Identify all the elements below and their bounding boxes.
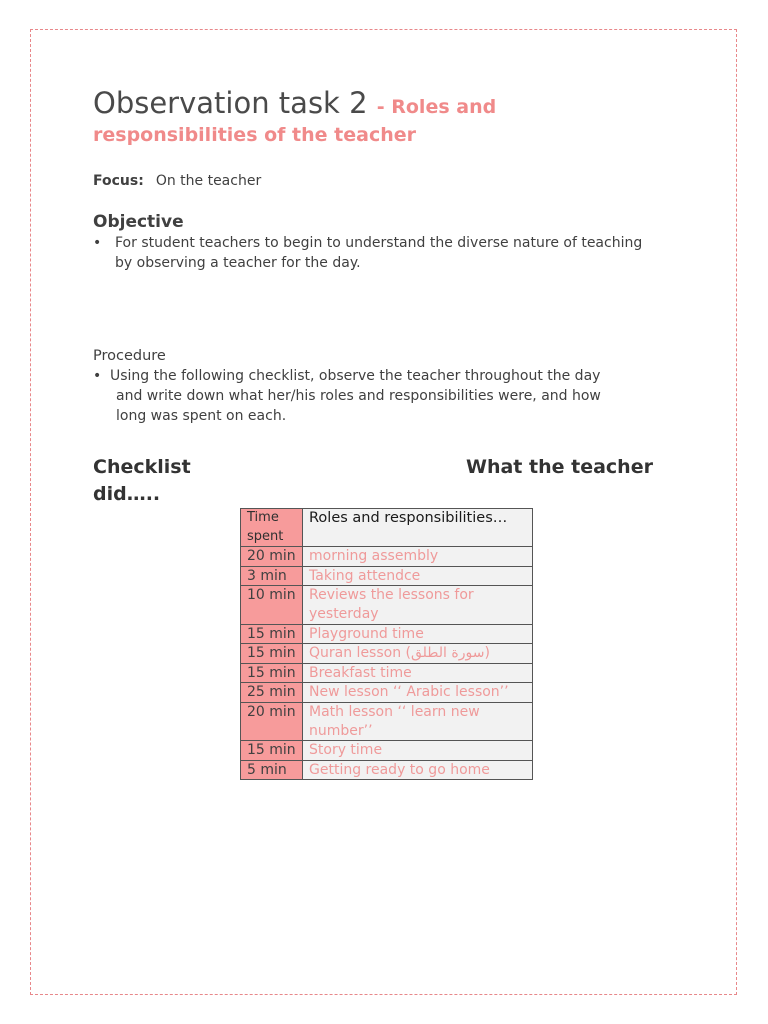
role-cell: Reviews the lessons for yesterday [303, 586, 533, 624]
page-title [93, 86, 496, 120]
focus-line [93, 173, 261, 189]
role-cell: Playground time [303, 624, 533, 644]
table-row [241, 644, 533, 664]
table-row [241, 663, 533, 683]
focus-value: On the teacher [155, 173, 262, 189]
did-heading: did….. [93, 483, 161, 505]
table-row [241, 702, 533, 740]
table-row [241, 566, 533, 586]
procedure-text [110, 366, 660, 426]
role-cell: Taking attendce [303, 566, 533, 586]
time-cell: 10 min [241, 586, 303, 624]
title-subtitle-line1: - Roles and [376, 96, 497, 118]
table-row [241, 741, 533, 761]
role-cell: Quran lesson (سورة الطلق) [303, 644, 533, 664]
time-cell: 25 min [241, 683, 303, 703]
time-cell: 15 min [241, 624, 303, 644]
bullet-icon: • [93, 235, 102, 251]
time-cell: 20 min [241, 702, 303, 740]
time-cell: 20 min [241, 547, 303, 567]
checklist-heading: Checklist [93, 456, 191, 478]
objective-text: For student teachers to begin to understand the diverse nature of teaching by observing a teacher for the day. [115, 235, 643, 271]
procedure-line-2: and write down what her/his roles and responsibilities were, and how [116, 388, 601, 404]
role-cell: morning assembly [303, 547, 533, 567]
role-cell: Story time [303, 741, 533, 761]
table-row [241, 586, 533, 624]
table-row [241, 683, 533, 703]
time-cell: 3 min [241, 566, 303, 586]
table-row [241, 547, 533, 567]
bullet-icon: • [93, 368, 102, 384]
time-cell: 15 min [241, 741, 303, 761]
role-cell: New lesson ‘‘ Arabic lesson’’ [303, 683, 533, 703]
procedure-line-1: Using the following checklist, observe the teacher throughout the day [110, 368, 601, 384]
role-cell: Breakfast time [303, 663, 533, 683]
time-cell: 15 min [241, 644, 303, 664]
title-subtitle-line2: responsibilities of the teacher [93, 124, 416, 146]
table-row [241, 624, 533, 644]
procedure-heading: Procedure [93, 348, 166, 364]
title-main-text: Observation task 2 [93, 86, 368, 120]
time-cell: 15 min [241, 663, 303, 683]
procedure-line-3: long was spent on each. [116, 408, 287, 424]
observation-table [240, 508, 533, 780]
role-cell: Getting ready to go home [303, 760, 533, 780]
header-roles: Roles and responsibilities… [303, 509, 533, 547]
time-cell: 5 min [241, 760, 303, 780]
objective-heading: Objective [93, 212, 184, 232]
what-teacher-heading: What the teacher [466, 456, 653, 478]
table-row [241, 760, 533, 780]
header-time-spent: Time spent [241, 509, 303, 547]
focus-label: Focus: [93, 173, 144, 189]
role-cell: Math lesson ‘‘ learn new number’’ [303, 702, 533, 740]
table-header-row [241, 509, 533, 547]
